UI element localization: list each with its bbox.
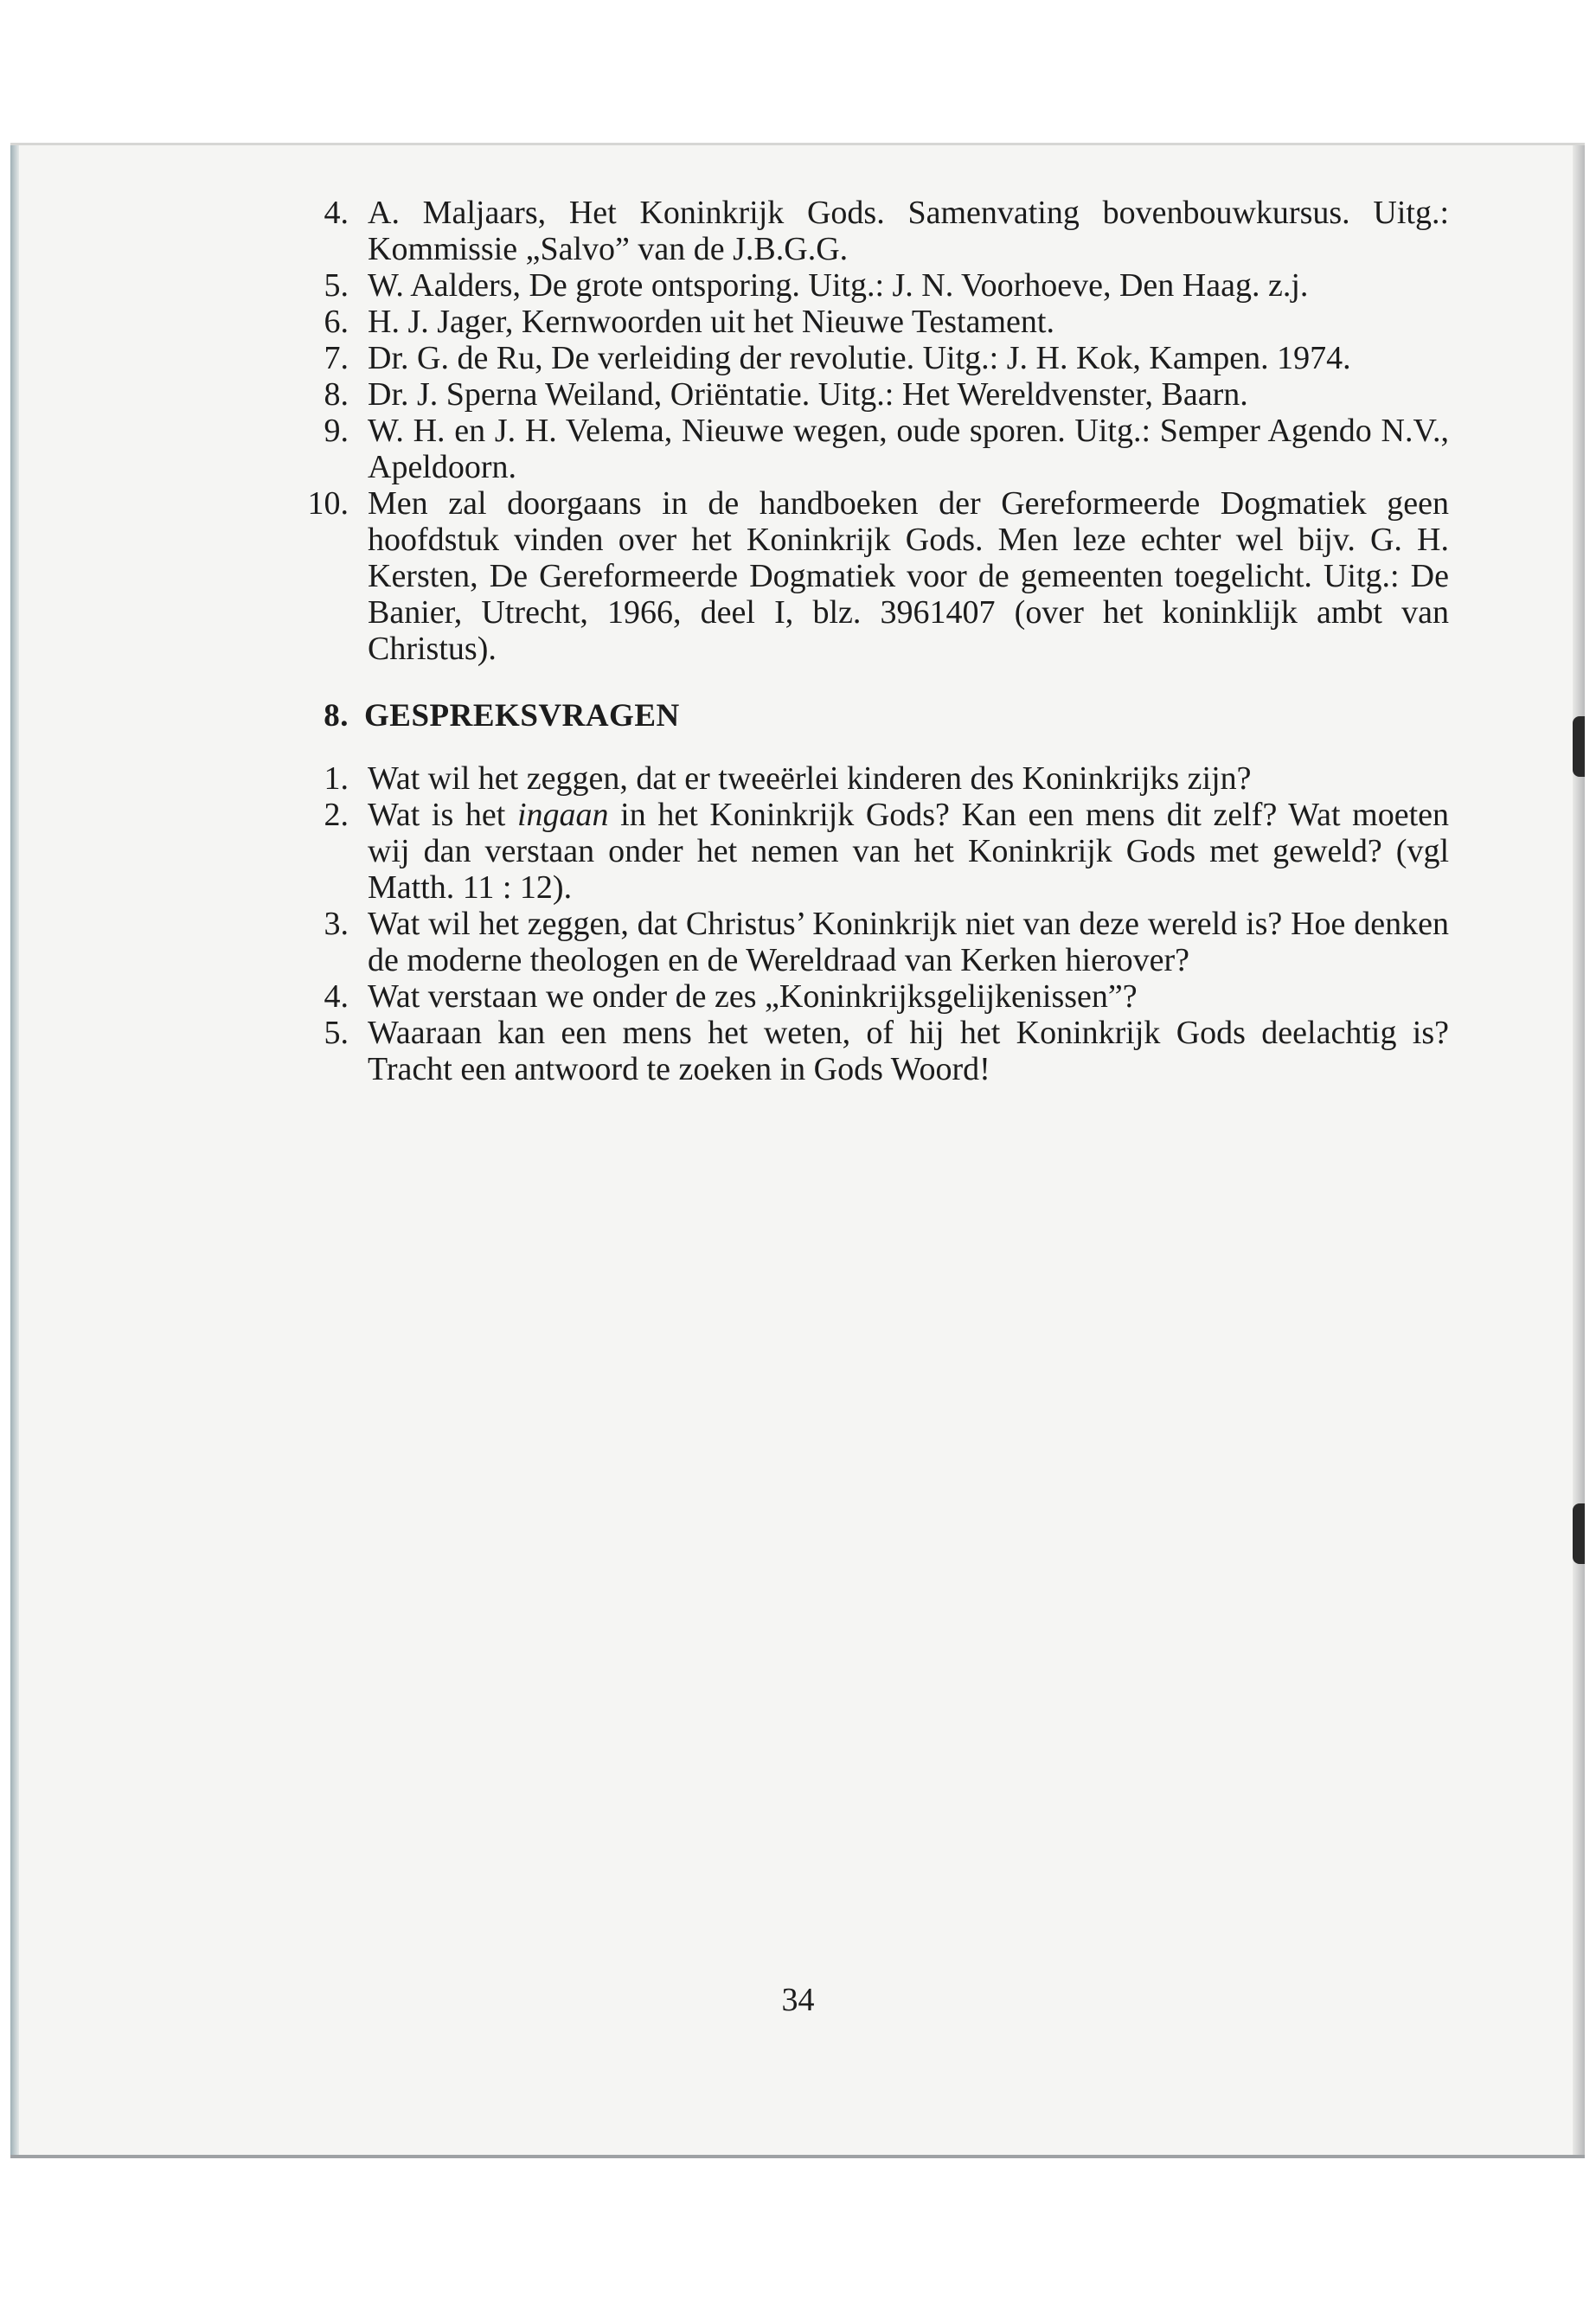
question-text-part: Waaraan kan een mens het weten, of hij het Koninkrijk Gods deelachtig is? Tracht een antwoord te zoeken in Gods Woord! <box>368 1015 1449 1087</box>
reference-text: Dr. J. Sperna Weiland, Oriëntatie. Uitg.: Het Wereldvenster, Baarn. <box>368 376 1248 413</box>
question-text <box>368 760 1449 797</box>
reference-text: W. Aalders, De grote ontsporing. Uitg.: J. N. Voorhoeve, Den Haag. z.j. <box>368 267 1309 304</box>
question-text <box>368 978 1449 1015</box>
section-title: GESPREKSVRAGEN <box>364 698 680 734</box>
question-number: 5. <box>324 1015 349 1051</box>
section-number: 8. <box>324 698 349 734</box>
reference-number: 10. <box>307 485 349 522</box>
question-number: 2. <box>324 797 349 833</box>
reference-number: 6. <box>324 304 349 340</box>
question-text-part: Wat is het <box>368 797 517 833</box>
question-text <box>368 797 1449 906</box>
question-text-part: Wat wil het zeggen, dat er tweeërlei kinderen des Koninkrijks zijn? <box>368 760 1252 797</box>
question-list <box>298 760 1449 1087</box>
section-heading <box>298 698 1449 734</box>
question-item <box>298 1015 1449 1087</box>
question-number: 4. <box>324 978 349 1015</box>
reference-text: Dr. G. de Ru, De verleiding der revolutie. Uitg.: J. H. Kok, Kampen. 1974. <box>368 340 1351 376</box>
reference-item <box>298 376 1449 413</box>
reference-number: 7. <box>324 340 349 376</box>
question-text-part: in het Koninkrijk Gods? Kan een mens dit zelf? Wat moeten wij dan verstaan onder het nemen van het Koninkrijk Gods met geweld? (vgl Matth. 11 : 12). <box>368 797 1449 906</box>
reference-number: 4. <box>324 195 349 231</box>
reference-item <box>298 304 1449 340</box>
reference-text: A. Maljaars, Het Koninkrijk Gods. Samenvating bovenbouwkursus. Uitg.: Kommissie „Salvo” van de J.B.G.G. <box>368 195 1449 267</box>
reference-text: Men zal doorgaans in de handboeken der Gereformeerde Dogmatiek geen hoofdstuk vinden over het Koninkrijk Gods. Men leze echter wel bijv. G. H. Kersten, De Gereformeerde Dogmatiek voor de gemeenten toegelicht. Uitg.: De Banier, Utrecht, 1966, deel I, blz. 3961407 (over het koninklijk ambt van Christus). <box>368 485 1449 667</box>
question-text <box>368 906 1449 978</box>
question-text-part: Wat verstaan we onder de zes „Koninkrijksgelijkenissen”? <box>368 978 1138 1015</box>
question-item <box>298 906 1449 978</box>
reference-item <box>298 413 1449 485</box>
reference-item <box>298 195 1449 267</box>
page-number: 34 <box>781 1982 815 2018</box>
page-content <box>298 195 1449 1087</box>
reference-number: 5. <box>324 267 349 304</box>
question-text-part: Wat wil het zeggen, dat Christus’ Koninkrijk niet van deze wereld is? Hoe denken de moderne theologen en de Wereldraad van Kerken hierover? <box>368 906 1449 978</box>
question-number: 1. <box>324 760 349 797</box>
question-emphasis: ingaan <box>516 797 609 833</box>
binding-ring-bottom <box>1573 1503 1585 1564</box>
reference-item <box>298 267 1449 304</box>
question-number: 3. <box>324 906 349 942</box>
page-left-edge <box>10 145 19 2155</box>
question-item <box>298 797 1449 906</box>
question-item <box>298 978 1449 1015</box>
reference-number: 9. <box>324 413 349 449</box>
reference-number: 8. <box>324 376 349 413</box>
page-right-edge <box>1573 145 1585 2155</box>
reference-text: W. H. en J. H. Velema, Nieuwe wegen, oude sporen. Uitg.: Semper Agendo N.V., Apeldoorn. <box>368 413 1449 485</box>
binding-ring-top <box>1573 716 1585 777</box>
reference-item <box>298 340 1449 376</box>
reference-text: H. J. Jager, Kernwoorden uit het Nieuwe Testament. <box>368 304 1054 340</box>
reference-item <box>298 485 1449 667</box>
question-item <box>298 760 1449 797</box>
reference-list <box>298 195 1449 667</box>
question-text <box>368 1015 1449 1087</box>
